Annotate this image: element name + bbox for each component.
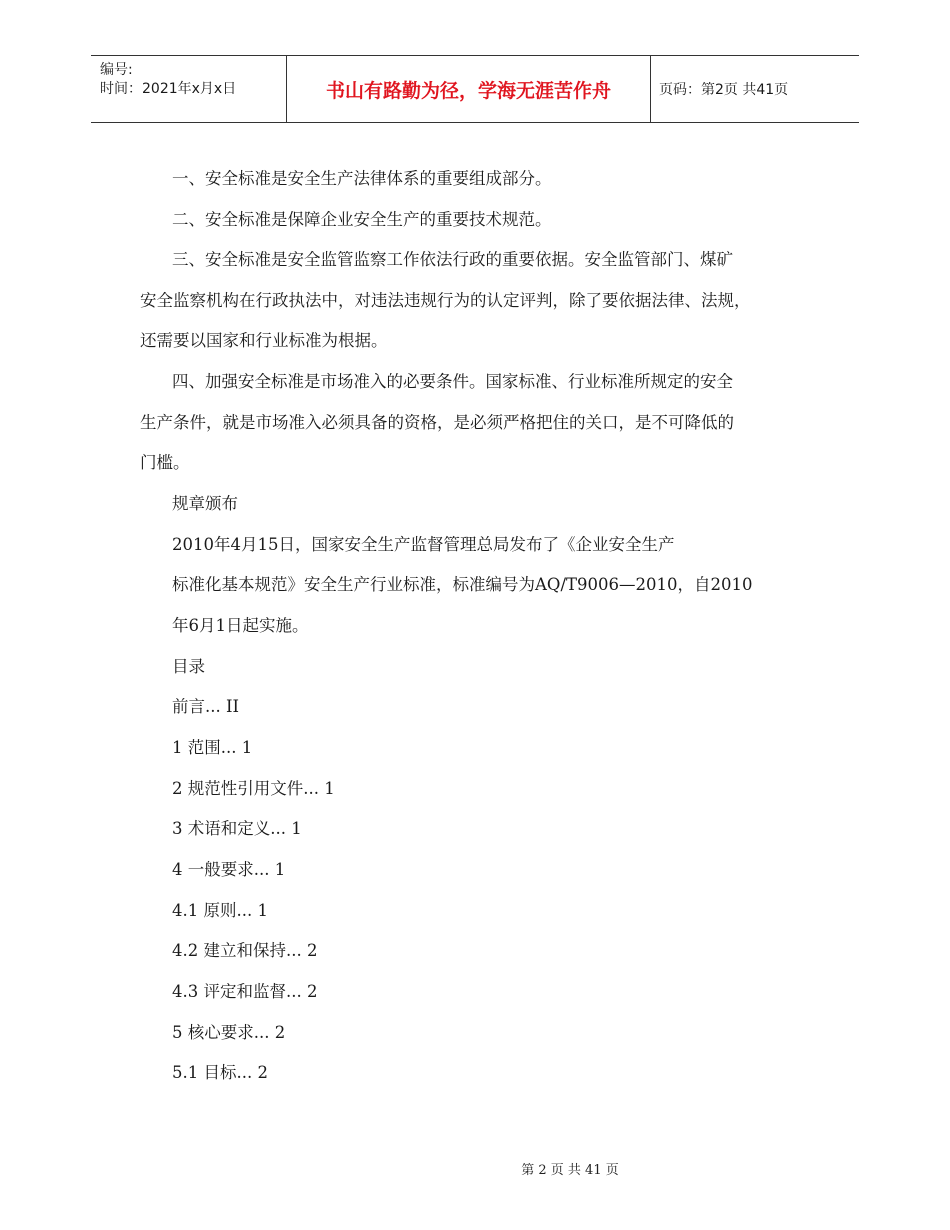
paragraph-line: 二、安全标准是保障企业安全生产的重要技术规范。	[172, 210, 552, 229]
toc-item: 4.3 评定和监督... 2	[172, 982, 318, 1001]
paragraph-line: 标准化基本规范》安全生产行业标准，标准编号为AQ/T9006—2010，自2010	[172, 575, 753, 594]
section-heading: 规章颁布	[172, 494, 238, 513]
paragraph-line: 生产条件，就是市场准入必须具备的资格，是必须严格把住的关口，是不可降低的	[140, 413, 734, 432]
paragraph-line: 2010年4月15日，国家安全生产监督管理总局发布了《企业安全生产	[172, 535, 675, 554]
page-footer	[0, 1159, 950, 1178]
footer-page-number: 第 2 页 共 41 页	[521, 1163, 619, 1178]
toc-item: 4.2 建立和保持... 2	[172, 941, 318, 960]
toc-item: 1 范围... 1	[172, 738, 253, 757]
paragraph-line: 三、安全标准是安全监管监察工作依法行政的重要依据。安全监管部门、煤矿	[172, 250, 733, 269]
document-number-label: 编号:	[100, 62, 133, 78]
header-motto: 书山有路勤为径，学海无涯苦作舟	[286, 56, 651, 122]
page-header	[91, 55, 859, 123]
toc-item: 5 核心要求... 2	[172, 1023, 286, 1042]
toc-item: 5.1 目标... 2	[172, 1063, 268, 1082]
toc-item: 2 规范性引用文件... 1	[172, 779, 335, 798]
toc-item: 前言... II	[172, 697, 240, 716]
toc-item: 4.1 原则... 1	[172, 901, 268, 920]
toc-item: 4 一般要求... 1	[172, 860, 286, 879]
paragraph-line: 还需要以国家和行业标准为根据。	[140, 331, 388, 350]
toc-heading: 目录	[172, 657, 205, 676]
paragraph-line: 门槛。	[140, 453, 190, 472]
paragraph-line: 四、加强安全标准是市场准入的必要条件。国家标准、行业标准所规定的安全	[172, 372, 733, 391]
document-date-label: 时间：2021年x月x日	[100, 81, 237, 97]
paragraph-line: 年6月1日起实施。	[172, 616, 309, 635]
paragraph-line: 一、安全标准是安全生产法律体系的重要组成部分。	[172, 169, 552, 188]
header-page-info: 页码：第2页 共41页	[659, 82, 789, 98]
paragraph-line: 安全监察机构在行政执法中，对违法违规行为的认定评判，除了要依据法律、法规，	[140, 291, 751, 310]
header-meta	[91, 56, 286, 122]
toc-item: 3 术语和定义... 1	[172, 819, 302, 838]
